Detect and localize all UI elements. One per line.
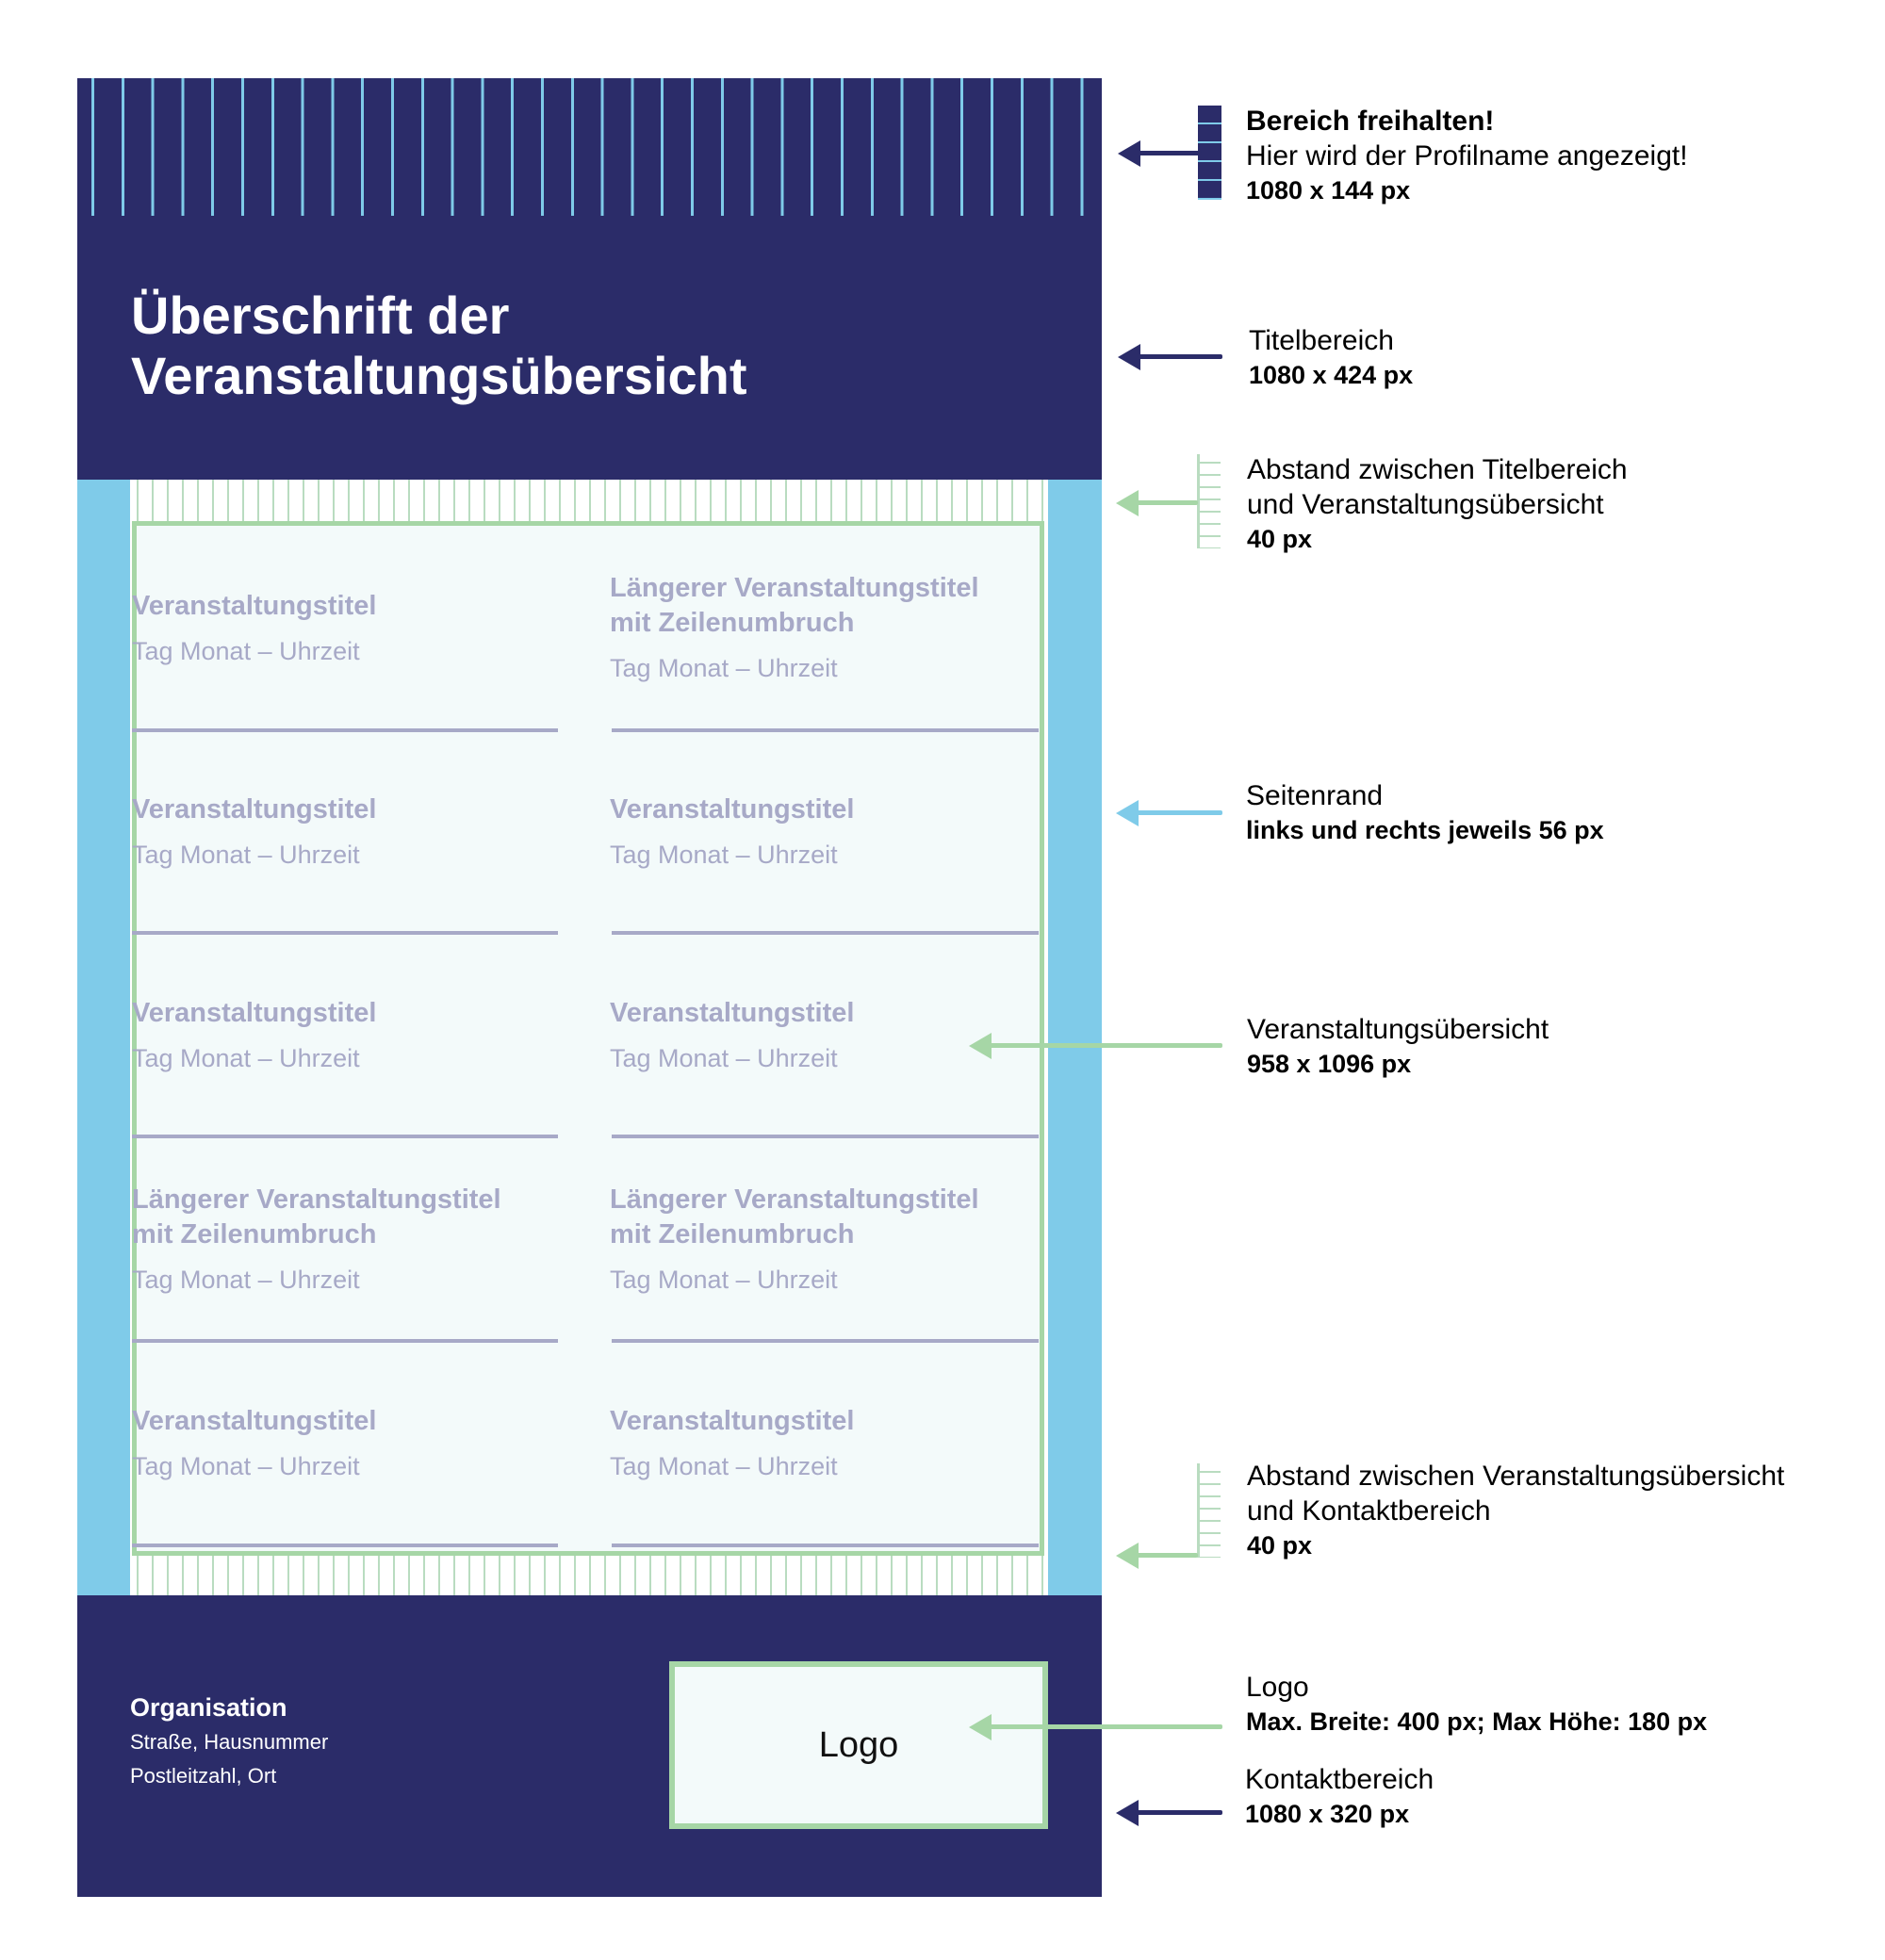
event-item [610,1183,1034,1296]
event-title-line2: mit Zeilenumbruch [610,1219,855,1250]
annotation-margin [1246,778,1604,848]
annotation-gap-bottom [1247,1459,1784,1563]
event-divider [612,931,1039,935]
arrow-head-icon [1116,800,1139,826]
annotation-heading: Logo [1246,1672,1309,1703]
event-divider [612,1135,1039,1138]
event-divider [132,931,558,935]
event-date: Tag Monat – Uhrzeit [610,1266,838,1294]
logo-label: Logo [818,1724,899,1765]
organisation-city: Postleitzahl, Ort [130,1764,277,1788]
event-title: Längerer Veranstaltungstitel [610,1184,979,1215]
spacing-bracket-icon [1197,454,1222,548]
event-title-line2: mit Zeilenumbruch [132,1219,377,1250]
arrow-head-icon [969,1033,992,1059]
arrow-head-icon [1116,490,1139,516]
event-title: Veranstaltungstitel [610,794,855,825]
event-divider [132,1339,558,1343]
arrow-head-icon [1116,1543,1139,1569]
event-divider [132,1544,558,1547]
event-divider [612,1339,1039,1343]
spacing-title-overview [130,480,1048,521]
event-title-line2: mit Zeilenumbruch [610,608,855,638]
annotation-gap-top [1247,452,1628,557]
arrow-left-icon [1136,500,1198,505]
arrow-left-icon [1136,1810,1222,1815]
annotation-overview [1247,1012,1549,1082]
arrow-left-icon [1136,354,1222,359]
annotation-heading: Bereich freihalten! [1246,106,1495,137]
event-divider [132,1135,558,1138]
poster-template [77,78,1102,1897]
annotation-heading: Veranstaltungsübersicht [1247,1014,1549,1045]
event-title: Veranstaltungstitel [132,794,377,825]
annotation-heading: Abstand zwischen Veranstaltungsübersicht [1247,1461,1785,1492]
event-date: Tag Monat – Uhrzeit [132,1452,360,1480]
event-item [132,996,556,1074]
event-title: Veranstaltungstitel [132,591,377,621]
event-title: Veranstaltungstitel [610,998,855,1028]
arrow-head-icon [1118,344,1140,370]
event-date: Tag Monat – Uhrzeit [610,1452,838,1480]
annotation-heading: Titelbereich [1249,325,1394,356]
annotation-heading: Abstand zwischen Titelbereich [1247,454,1628,485]
spacing-bracket-icon [1197,1463,1222,1558]
annotation-title-area [1249,323,1413,393]
annotation-size: 958 x 1096 px [1247,1050,1412,1078]
event-title: Veranstaltungstitel [610,1406,855,1436]
event-title: Veranstaltungstitel [132,998,377,1028]
event-divider [612,1544,1039,1547]
event-date: Tag Monat – Uhrzeit [132,1044,360,1072]
annotation-heading: Kontaktbereich [1245,1764,1434,1795]
annotation-size: 1080 x 424 px [1249,361,1414,389]
arrow-left-icon [988,1724,1222,1729]
event-item [132,589,556,667]
page-margin-right [1048,480,1102,1595]
event-item [132,1404,556,1482]
annotation-logo [1246,1670,1707,1740]
spacing-overview-contact [130,1556,1048,1595]
poster-title [131,286,979,406]
event-date: Tag Monat – Uhrzeit [132,841,360,869]
organisation-street: Straße, Hausnummer [130,1730,329,1754]
event-date: Tag Monat – Uhrzeit [610,841,838,869]
logo-placeholder [669,1661,1048,1829]
arrow-left-icon [1136,151,1202,155]
annotation-text: Hier wird der Profilname angezeigt! [1246,140,1688,172]
poster-title-line1: Überschrift der [131,286,510,345]
event-date: Tag Monat – Uhrzeit [132,1266,360,1294]
organisation-name: Organisation [130,1693,287,1722]
event-item [132,1183,556,1296]
annotation-size: links und rechts jeweils 56 px [1246,816,1604,844]
annotation-size: 40 px [1247,525,1313,553]
arrow-head-icon [969,1714,992,1740]
event-title: Längerer Veranstaltungstitel [610,573,979,603]
event-divider [612,728,1039,732]
annotation-size: Max. Breite: 400 px; Max Höhe: 180 px [1246,1707,1708,1736]
arrow-left-icon [1136,810,1222,815]
profile-name-area [77,78,1102,216]
event-title: Längerer Veranstaltungstitel [132,1184,501,1215]
arrow-left-icon [988,1043,1222,1048]
event-date: Tag Monat – Uhrzeit [610,1044,838,1072]
event-item [610,1404,1034,1482]
arrow-left-icon [1136,1553,1198,1558]
event-item [132,792,556,871]
annotation-heading: Seitenrand [1246,780,1384,811]
annotation-profile [1246,104,1688,208]
event-item [610,792,1034,871]
annotation-contact [1245,1762,1434,1832]
annotation-size: 1080 x 144 px [1246,176,1411,204]
poster-title-line2: Veranstaltungsübersicht [131,346,747,405]
event-divider [132,728,558,732]
annotation-text: und Kontaktbereich [1247,1495,1491,1527]
event-title: Veranstaltungstitel [132,1406,377,1436]
event-date: Tag Monat – Uhrzeit [610,654,838,682]
annotation-size: 40 px [1247,1531,1313,1560]
annotation-text: und Veranstaltungsübersicht [1247,489,1604,520]
event-date: Tag Monat – Uhrzeit [132,637,360,665]
arrow-head-icon [1116,1800,1139,1826]
annotation-size: 1080 x 320 px [1245,1800,1410,1828]
page-margin-left [77,480,130,1595]
event-item [610,571,1034,684]
arrow-head-icon [1118,140,1140,167]
